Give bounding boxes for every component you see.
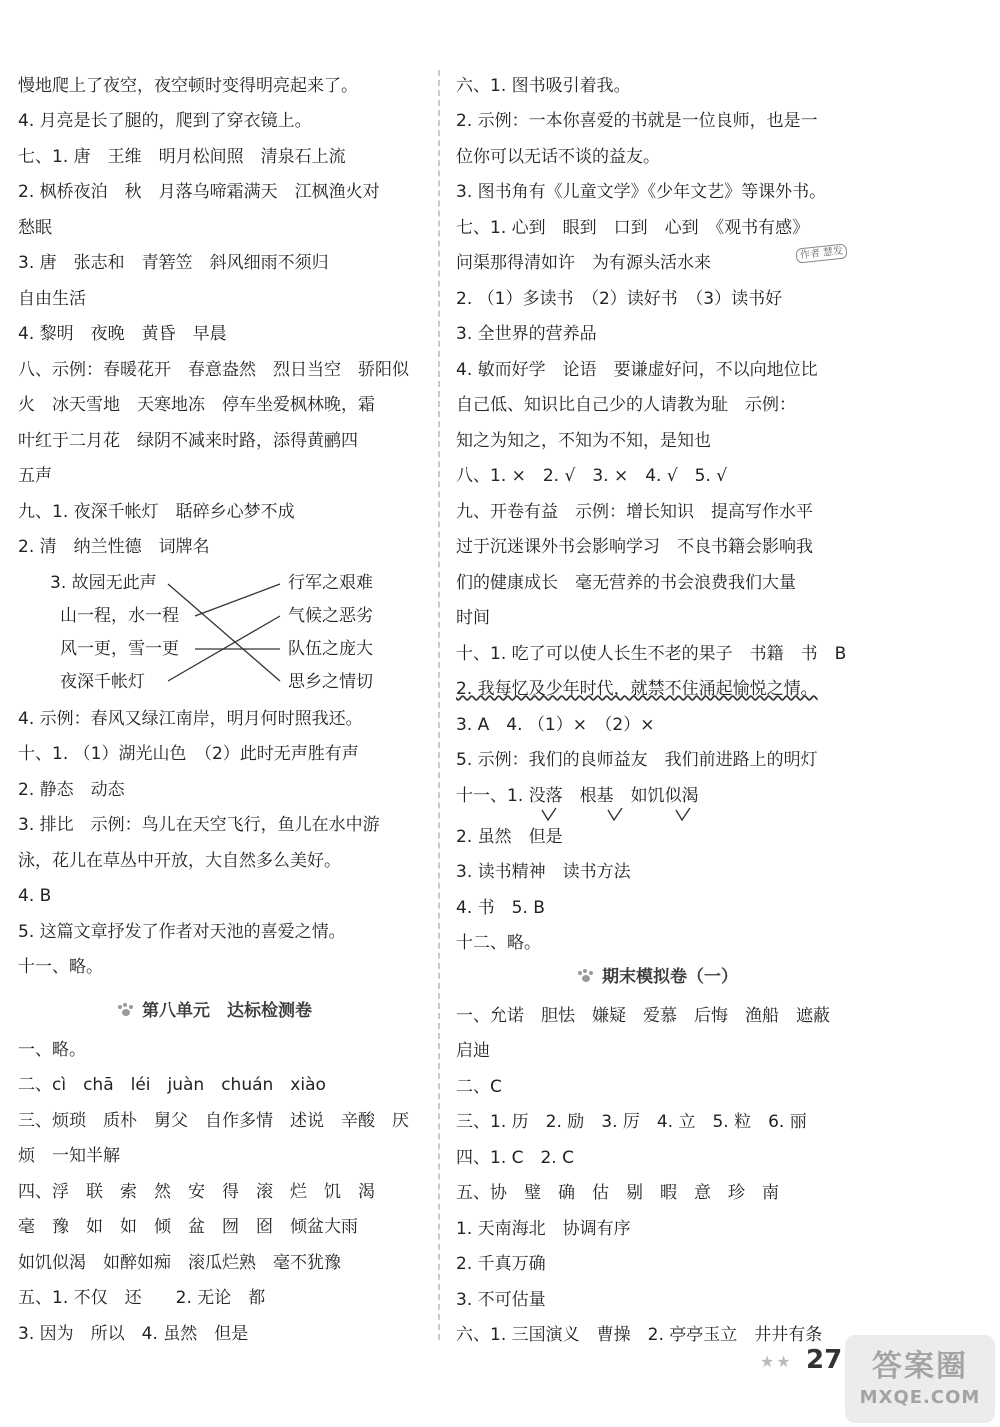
answer-line: 十、1. 吃了可以使人长生不老的果子 书籍 书 B <box>456 644 847 664</box>
answer-line: 3. A 4. （1）× （2）× <box>456 715 655 735</box>
match-left-item: 风一更，雪一更 <box>60 639 179 659</box>
answer-line: 十、1. （1）湖光山色 （2）此时无声胜有声 <box>18 744 359 764</box>
answer-line: 如饥似渴 如醉如痴 滚瓜烂熟 毫不犹豫 <box>18 1253 341 1273</box>
answer-line: 3. 排比 示例：鸟儿在天空飞行，鱼儿在水中游 <box>18 815 380 835</box>
answer-line: 叶红于二月花 绿阴不减来时路，添得黄鹂四 <box>18 431 358 451</box>
answer-line: 五声 <box>18 466 52 486</box>
answer-line: 九、1. 夜深千帐灯 聒碎乡心梦不成 <box>18 502 295 522</box>
answer-line: 5. 这篇文章抒发了作者对天池的喜爱之情。 <box>18 922 346 942</box>
check-icon <box>542 808 556 820</box>
match-right-item: 行军之艰难 <box>288 573 373 593</box>
answer-line: 时间 <box>456 608 490 628</box>
answer-line: 烦 一知半解 <box>18 1146 120 1166</box>
match-left-item: 山一程，水一程 <box>60 606 179 626</box>
answer-line: 八、1. × 2. √ 3. × 4. √ 5. √ <box>456 466 728 486</box>
answer-line: 七、1. 唐 王维 明月松间照 清泉石上流 <box>18 147 346 167</box>
matching-lines <box>18 568 428 698</box>
answer-line: 4. 书 5. B <box>456 898 545 918</box>
answer-line: 2. 千真万确 <box>456 1254 546 1274</box>
answer-line: 3. 唐 张志和 青箬笠 斜风细雨不须归 <box>18 253 329 273</box>
match-line <box>168 584 280 681</box>
answer-line: 七、1. 心到 眼到 口到 心到 《观书有感》 <box>456 218 810 238</box>
page-number: 27 <box>806 1345 843 1375</box>
matching-exercise <box>18 568 428 698</box>
match-line <box>195 584 280 616</box>
answer-line: 六、1. 三国演义 曹操 2. 亭亭玉立 井井有条 <box>456 1325 823 1345</box>
answer-line: 愁眠 <box>18 218 52 238</box>
answer-line: 十二、略。 <box>456 933 541 953</box>
answer-line: 六、1. 图书吸引着我。 <box>456 76 631 96</box>
answer-line: 4. 示例：春风又绿江南岸，明月何时照我还。 <box>18 709 363 729</box>
answer-line: 2. 清 纳兰性德 词牌名 <box>18 537 210 557</box>
match-right-item: 队伍之庞大 <box>288 639 373 659</box>
answer-line: 3. 不可估量 <box>456 1290 546 1310</box>
paw-icon <box>578 969 594 983</box>
answer-line: 十一、1. 没落 根基 如饥似渴 <box>456 786 699 806</box>
check-marks <box>536 806 736 824</box>
answer-line: 3. 全世界的营养品 <box>456 324 597 344</box>
answer-line: 火 冰天雪地 天寒地冻 停车坐爱枫林晚，霜 <box>18 395 375 415</box>
answer-line: 5. 示例：我们的良师益友 我们前进路上的明灯 <box>456 750 818 770</box>
answer-line: 2. （1）多读书 （2）读好书 （3）读书好 <box>456 289 783 309</box>
section-title-final: 期末模拟卷（一） <box>578 962 738 987</box>
answer-line: 二、C <box>456 1077 502 1097</box>
answer-line: 问渠那得清如许 为有源头活水来 <box>456 253 711 273</box>
match-left-item: 夜深千帐灯 <box>60 672 145 692</box>
answer-line: 五、协 璧 确 估 剔 暇 意 珍 南 <box>456 1183 779 1203</box>
answer-line: 十一、略。 <box>18 957 103 977</box>
answer-line: 五、1. 不仅 还 2. 无论 都 <box>18 1288 266 1308</box>
answer-line: 4. 敏而好学 论语 要谦虚好问，不以向地位比 <box>456 360 818 380</box>
answer-line: 2. 示例：一本你喜爱的书就是一位良师，也是一 <box>456 111 818 131</box>
answer-line: 八、示例：春暖花开 春意盎然 烈日当空 骄阳似 <box>18 360 409 380</box>
answer-line: 三、1. 历 2. 励 3. 厉 4. 立 5. 粒 6. 丽 <box>456 1112 807 1132</box>
answer-line: 自由生活 <box>18 289 86 309</box>
answer-line: 自己低、知识比自己少的人请教为耻 示例： <box>456 395 796 415</box>
answer-line: 过于沉迷课外书会影响学习 不良书籍会影响我 <box>456 537 813 557</box>
match-right-item: 气候之恶劣 <box>288 606 373 626</box>
site-watermark-logo: 答案圈 MXQE.COM <box>845 1335 995 1423</box>
answer-line: 四、1. C 2. C <box>456 1148 574 1168</box>
answer-line: 2. 枫桥夜泊 秋 月落乌啼霜满天 江枫渔火对 <box>18 182 380 202</box>
answer-line: 泳，花儿在草丛中开放，大自然多么美好。 <box>18 851 341 871</box>
answer-line: 4. 月亮是长了腿的，爬到了穿衣镜上。 <box>18 111 312 131</box>
answer-line: 启迪 <box>456 1041 490 1061</box>
answer-line: 们的健康成长 毫无营养的书会浪费我们大量 <box>456 573 796 593</box>
star-icons: ★★ <box>760 1352 793 1371</box>
answer-line: 一、允诺 胆怯 嫌疑 爱慕 后悔 渔船 遮蔽 <box>456 1006 830 1026</box>
paw-icon <box>118 1003 134 1017</box>
answer-line: 位你可以无话不谈的益友。 <box>456 147 660 167</box>
check-icon <box>676 808 690 820</box>
answer-line: 1. 天南海北 协调有序 <box>456 1219 631 1239</box>
match-left-item: 3. 故园无此声 <box>50 573 157 593</box>
teacher-stamp: 作者 慧发 <box>795 243 847 263</box>
answer-line: 4. 黎明 夜晚 黄昏 早晨 <box>18 324 227 344</box>
column-divider <box>438 70 440 1340</box>
section-title-unit8: 第八单元 达标检测卷 <box>118 996 312 1021</box>
answer-line: 三、烦琐 质朴 舅父 自作多情 述说 辛酸 厌 <box>18 1111 409 1131</box>
answer-line: 2. 虽然 但是 <box>456 827 563 847</box>
answer-line: 3. 图书角有《儿童文学》《少年文艺》等课外书。 <box>456 182 827 202</box>
answer-line: 3. 因为 所以 4. 虽然 但是 <box>18 1324 249 1344</box>
answer-line: 九、开卷有益 示例：增长知识 提高写作水平 <box>456 502 813 522</box>
answer-line: 知之为知之，不知为不知，是知也 <box>456 431 711 451</box>
answer-line: 4. B <box>18 886 52 906</box>
answer-line: 四、浮 联 索 然 安 得 滚 烂 饥 渴 <box>18 1182 375 1202</box>
answer-line-wavy-underlined: 2. 我每忆及少年时代，就禁不住涌起愉悦之情。 <box>456 679 818 699</box>
check-icon <box>608 808 622 820</box>
answer-line: 2. 静态 动态 <box>18 780 125 800</box>
answer-line: 慢地爬上了夜空，夜空顿时变得明亮起来了。 <box>18 76 358 96</box>
answer-line: 一、略。 <box>18 1040 86 1060</box>
match-right-item: 思乡之情切 <box>288 672 373 692</box>
answer-line: 二、cì chā léi juàn chuán xiào <box>18 1075 326 1095</box>
answer-line: 3. 读书精神 读书方法 <box>456 862 631 882</box>
answer-line: 毫 豫 如 如 倾 盆 囫 囵 倾盆大雨 <box>18 1217 358 1237</box>
